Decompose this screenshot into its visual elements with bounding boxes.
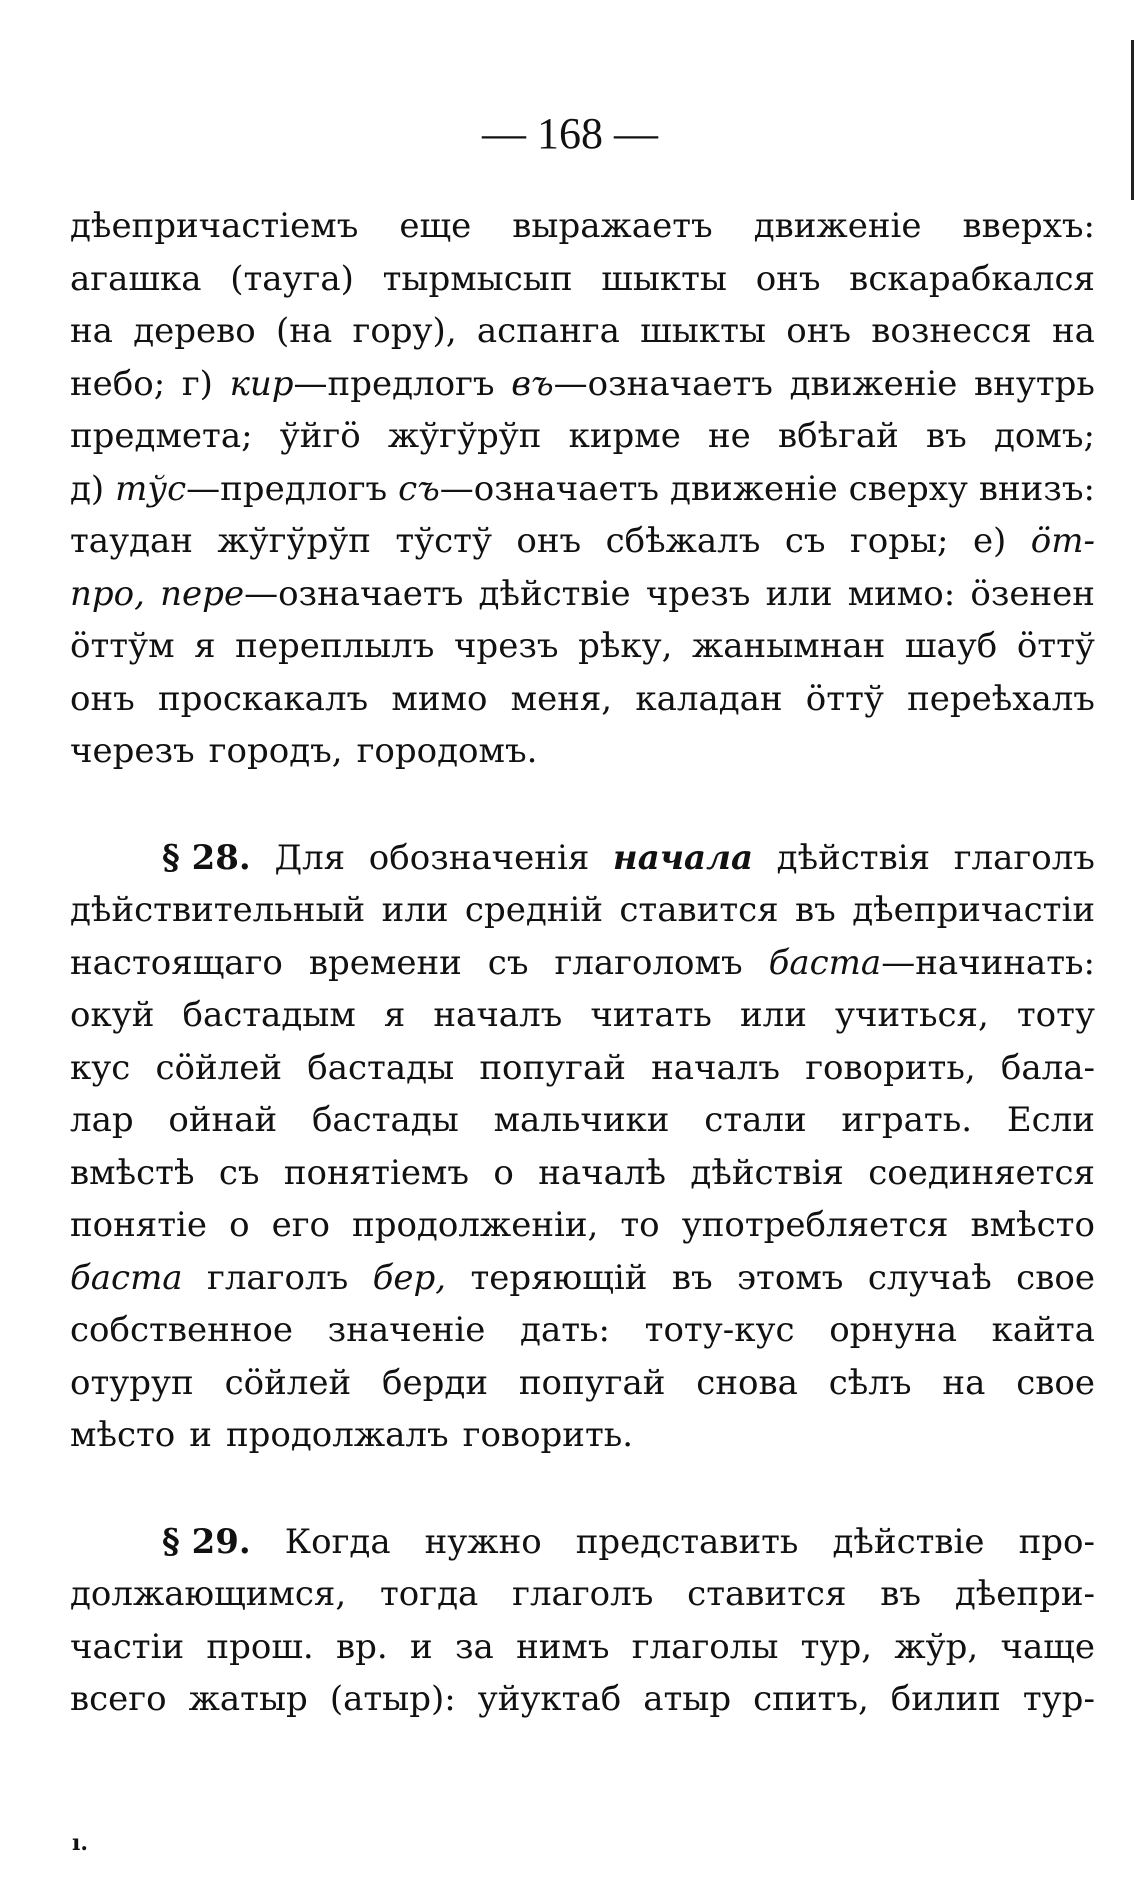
word: —начинать: — [881, 942, 1095, 983]
word: попугай — [518, 1362, 666, 1403]
word: учиться, — [835, 995, 989, 1035]
word: понятіемъ — [283, 1152, 470, 1193]
word: сӧйлей — [224, 1362, 352, 1403]
word: переѣхалъ — [907, 678, 1095, 719]
word: е) — [972, 521, 1007, 561]
word: про, — [70, 573, 145, 614]
paragraph-29 — [70, 1516, 1095, 1726]
word: то — [620, 1205, 660, 1245]
word: началъ — [651, 1047, 780, 1088]
text-line — [70, 1042, 1095, 1095]
margin-mark — [1131, 40, 1140, 200]
word: понятіе — [70, 1205, 208, 1245]
word: Если — [1006, 1100, 1095, 1140]
word: внутрь — [974, 363, 1095, 404]
word: проскакалъ — [157, 678, 369, 719]
word: дѣепричастіемъ — [70, 206, 359, 246]
word: говорить, — [805, 1047, 976, 1088]
word: дѣйствительный — [70, 890, 366, 930]
word: дѣйствіе — [832, 1521, 985, 1562]
text-line — [70, 1304, 1095, 1357]
word: жанымнан — [692, 626, 886, 666]
word: вскарабкался — [849, 258, 1095, 299]
word: спитъ, — [753, 1679, 869, 1719]
text-line — [70, 1568, 1095, 1621]
word: тур- — [1022, 1679, 1095, 1719]
word: жўр, — [894, 1626, 979, 1667]
word: глаголъ — [953, 837, 1095, 878]
word: движеніе — [753, 206, 922, 246]
word: билип — [890, 1679, 1001, 1719]
word: кайта — [991, 1310, 1095, 1350]
word: ӧт- — [1030, 521, 1095, 561]
word: атыр — [643, 1679, 732, 1719]
word: глаголы — [631, 1626, 779, 1667]
word: вверхъ: — [962, 206, 1095, 246]
text-line — [70, 725, 1095, 778]
word: дѣйствія — [776, 837, 931, 878]
word: уйуктаб — [477, 1679, 622, 1719]
word: горы; — [849, 521, 949, 561]
word: съ — [784, 521, 826, 561]
word: движеніе — [669, 468, 838, 509]
word: началѣ — [538, 1152, 667, 1193]
word: тогда — [380, 1574, 479, 1614]
word-group — [511, 358, 773, 411]
word: на — [1052, 311, 1095, 351]
word: г) — [181, 363, 213, 404]
word: онъ — [755, 258, 821, 299]
word: вмѣсто — [970, 1205, 1095, 1245]
word: Для — [274, 837, 346, 878]
word: употребляется — [681, 1205, 949, 1245]
word: ӧттўм — [70, 626, 175, 666]
word: городомъ. — [356, 731, 538, 771]
word: городъ, — [208, 731, 343, 771]
text-line — [70, 1621, 1095, 1674]
word: о — [493, 1152, 514, 1193]
word: § 29. — [162, 1521, 251, 1562]
word: дѣепри- — [954, 1574, 1095, 1614]
word: бала- — [1000, 1047, 1095, 1088]
word: ставится — [619, 890, 779, 930]
word: отуруп — [70, 1362, 194, 1403]
word: § 28. — [162, 837, 251, 878]
word: и — [410, 1626, 433, 1667]
word: предмета; — [70, 416, 253, 456]
word: —предлогъ — [293, 363, 495, 404]
word: играть. — [841, 1100, 973, 1140]
text-line — [70, 1094, 1095, 1147]
word: на — [942, 1362, 986, 1403]
paragraph-1 — [70, 200, 1095, 778]
word: всего — [70, 1679, 167, 1719]
word: шыкты — [601, 258, 727, 299]
word: сбѣжалъ — [605, 521, 761, 561]
word-group — [398, 463, 659, 516]
word: въ — [926, 416, 967, 456]
word: онъ — [786, 311, 851, 351]
paragraph-gap — [70, 778, 1095, 832]
word-group — [160, 568, 463, 621]
word: съ — [487, 942, 529, 983]
word: бастадым — [182, 995, 356, 1035]
text-line — [70, 937, 1095, 990]
word: тырмысып — [382, 258, 573, 299]
word: вр. — [336, 1626, 388, 1667]
word: мимо: — [847, 573, 956, 614]
word: внизъ: — [978, 468, 1095, 509]
word: представить — [575, 1521, 799, 1562]
text-line — [70, 620, 1095, 673]
word: ойнай — [168, 1100, 278, 1140]
word: о — [229, 1205, 250, 1245]
word: чрезъ — [453, 626, 559, 666]
word: продолжалъ — [225, 1415, 449, 1455]
word: свое — [1016, 1257, 1095, 1298]
text-line — [70, 989, 1095, 1042]
text-line — [70, 410, 1095, 463]
word: чаще — [1000, 1626, 1095, 1667]
word: дѣйствіе — [478, 573, 631, 614]
word: еще — [399, 206, 472, 246]
word: аспанга — [476, 311, 620, 351]
word: меня, — [510, 678, 613, 719]
word: кир — [229, 363, 294, 404]
word: сӧйлей — [155, 1047, 283, 1088]
word: сѣлъ — [828, 1362, 912, 1403]
word: соединяется — [868, 1152, 1095, 1193]
text-line — [70, 305, 1095, 358]
word: прош. — [206, 1626, 314, 1667]
word: бер, — [372, 1257, 447, 1298]
text-line — [70, 1516, 1095, 1569]
word: онъ — [516, 521, 582, 561]
word: продолженіи, — [352, 1205, 599, 1245]
word: теряющій — [470, 1257, 648, 1298]
word: нимъ — [516, 1626, 610, 1667]
word: глаголомъ — [554, 942, 743, 983]
word-group — [230, 358, 495, 411]
word: шыкты — [640, 311, 766, 351]
word: жўгўрўп — [217, 521, 371, 561]
word: таудан — [70, 521, 193, 561]
paragraph-28 — [70, 832, 1095, 1462]
word: домъ; — [993, 416, 1095, 456]
word: баста — [70, 1257, 183, 1298]
text-line — [70, 253, 1095, 306]
text-line — [70, 1147, 1095, 1200]
word: случаѣ — [867, 1257, 992, 1298]
word: мальчики — [493, 1100, 670, 1140]
word: бастады — [311, 1100, 459, 1140]
word-group — [115, 463, 387, 516]
word: должающимся, — [70, 1574, 347, 1614]
word: значеніе — [327, 1310, 486, 1350]
word: кус — [70, 1047, 131, 1088]
word: времени — [308, 942, 462, 983]
word: (тауга) — [230, 258, 354, 299]
text-line — [70, 1252, 1095, 1305]
text-line — [70, 463, 1095, 516]
word: глаголъ — [512, 1574, 654, 1614]
word-group — [769, 937, 1095, 990]
word: про- — [1018, 1521, 1095, 1562]
word: начала — [612, 837, 753, 878]
word: агашка — [70, 258, 202, 299]
word: д) — [70, 468, 105, 509]
word: или — [765, 573, 833, 614]
word: окуй — [70, 995, 155, 1035]
word: берди — [382, 1362, 488, 1403]
word: съ — [398, 468, 440, 509]
word: рѣку, — [578, 626, 673, 666]
word: ӧттў — [1016, 626, 1095, 666]
word: кирме — [568, 416, 681, 456]
word: его — [271, 1205, 330, 1245]
word: или — [381, 890, 449, 930]
word: глаголъ — [207, 1257, 349, 1298]
word: попугай — [479, 1047, 626, 1088]
word: ӧзенен — [970, 573, 1095, 614]
word: настоящаго — [70, 942, 283, 983]
word: шауб — [904, 626, 998, 666]
word: тур, — [800, 1626, 873, 1667]
word: или — [740, 995, 807, 1035]
word: за — [454, 1626, 494, 1667]
word: въ — [795, 890, 836, 930]
word: нужно — [424, 1521, 542, 1562]
word: каладан — [635, 678, 783, 719]
word: средній — [464, 890, 603, 930]
text-line — [70, 832, 1095, 885]
word: въ — [511, 363, 554, 404]
word: дать: — [520, 1310, 611, 1350]
word: вбѣгай — [777, 416, 899, 456]
word: мѣсто — [70, 1415, 176, 1455]
word: на — [70, 311, 113, 351]
word: жатыр — [188, 1679, 308, 1719]
word: тоту — [1016, 995, 1095, 1035]
text-line — [70, 1199, 1095, 1252]
word: переплылъ — [235, 626, 435, 666]
word: съ — [218, 1152, 260, 1193]
body-text — [70, 200, 1095, 1726]
word: мимо — [391, 678, 488, 719]
word: этомъ — [737, 1257, 844, 1298]
word: ӧттў — [805, 678, 884, 719]
text-line — [70, 358, 1095, 411]
word: я — [383, 995, 406, 1035]
text-line — [70, 1357, 1095, 1410]
word: Когда — [284, 1521, 391, 1562]
word: дерево — [133, 311, 256, 351]
word: лар — [70, 1100, 134, 1140]
page-number: — 168 — — [482, 109, 658, 158]
word: дѣепричастіи — [852, 890, 1095, 930]
word: дѣйствія — [690, 1152, 844, 1193]
text-line — [70, 515, 1095, 568]
text-line — [70, 1673, 1095, 1726]
word: въ — [671, 1257, 713, 1298]
word: —предлогъ — [186, 468, 388, 509]
word: ставится — [687, 1574, 847, 1614]
word: стали — [704, 1100, 807, 1140]
word: пере — [160, 573, 245, 614]
word: вознесся — [871, 311, 1032, 351]
word: (атыр): — [329, 1679, 456, 1719]
word: движеніе — [789, 363, 958, 404]
word: (на — [276, 311, 333, 351]
word: тўстў — [395, 521, 492, 561]
word: бастады — [307, 1047, 455, 1088]
word: въ — [880, 1574, 922, 1614]
word: читать — [590, 995, 712, 1035]
word: орнуна — [829, 1310, 958, 1350]
word: небо; — [70, 363, 166, 404]
word: ўйгӧ — [279, 416, 361, 456]
word: обозначенія — [368, 837, 590, 878]
word: свое — [1016, 1362, 1095, 1403]
word: —означаетъ — [439, 468, 660, 509]
word: черезъ — [70, 731, 195, 771]
text-line — [70, 884, 1095, 937]
word: чрезъ — [645, 573, 751, 614]
word: тўс — [115, 468, 187, 509]
word: жўгўрўп — [387, 416, 542, 456]
word: гору), — [352, 311, 457, 351]
word: не — [708, 416, 751, 456]
word: вмѣстѣ — [70, 1152, 195, 1193]
word: собственное — [70, 1310, 294, 1350]
word: снова — [696, 1362, 798, 1403]
word: выражаетъ — [512, 206, 713, 246]
word: я — [194, 626, 216, 666]
text-line — [70, 673, 1095, 726]
word: —означаетъ — [553, 363, 773, 404]
corner-mark: ı. — [72, 1830, 89, 1856]
text-line — [70, 568, 1095, 621]
text-line — [70, 1409, 1095, 1462]
word: баста — [768, 942, 882, 983]
word: сверху — [848, 468, 968, 509]
text-line — [70, 200, 1095, 253]
word: и — [189, 1415, 212, 1455]
word: началъ — [433, 995, 563, 1035]
word: частіи — [70, 1626, 185, 1667]
word: онъ — [70, 678, 135, 719]
word: тоту-кус — [644, 1310, 795, 1350]
word: говорить. — [462, 1415, 634, 1455]
paragraph-gap — [70, 1462, 1095, 1516]
word: —означаетъ — [244, 573, 464, 614]
